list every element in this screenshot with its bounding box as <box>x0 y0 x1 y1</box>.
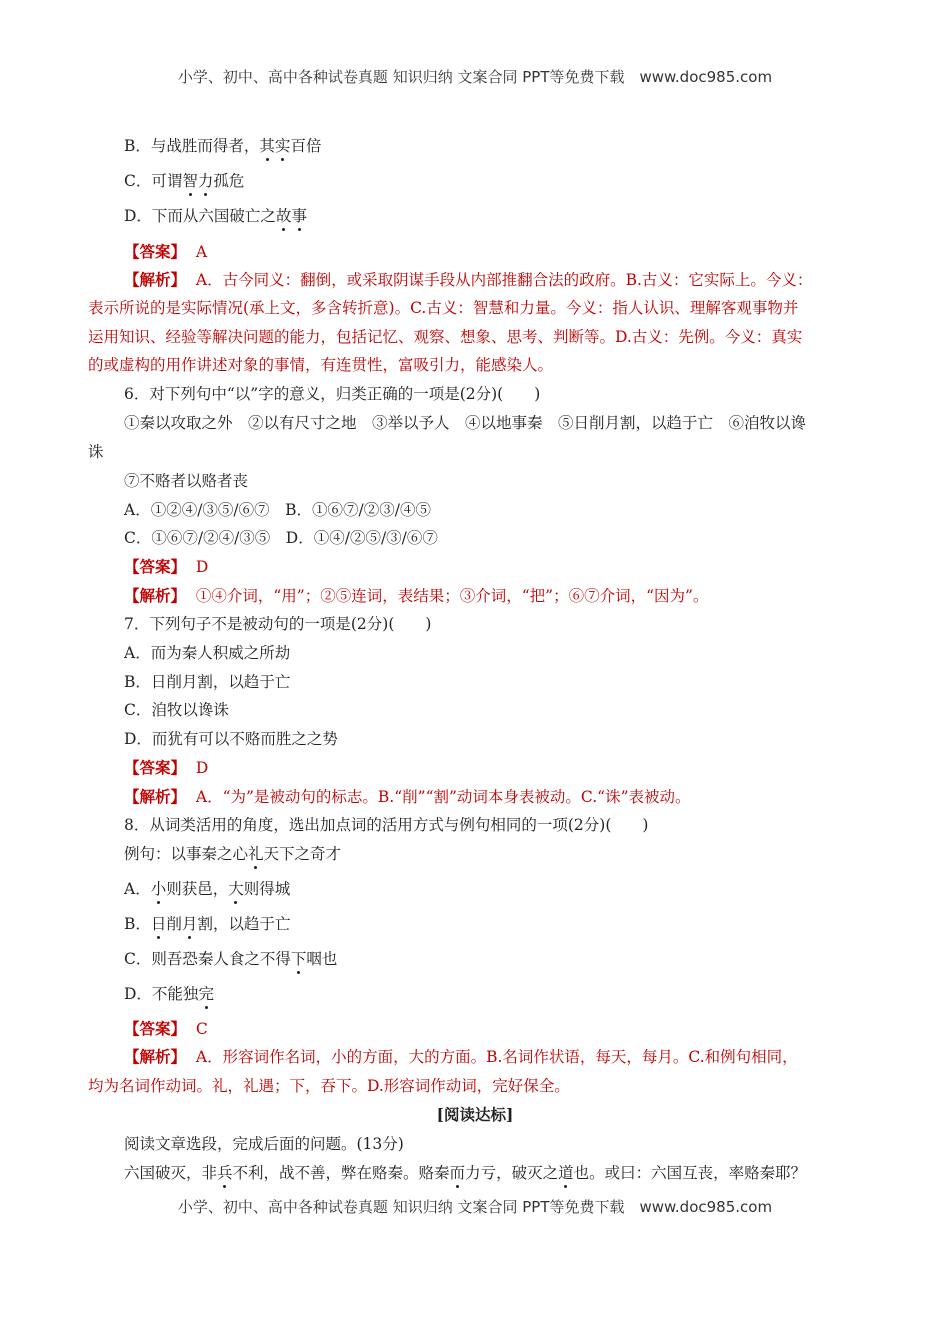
dotted-word: 下 <box>290 950 307 968</box>
q7-option-b: B．日削月割，以趋于亡 <box>124 673 291 691</box>
dotted-word: 智 <box>182 172 198 190</box>
q7-answer: 【答案】 D <box>124 758 209 777</box>
section-title: [阅读达标] <box>436 1105 514 1124</box>
q8-answer: 【答案】 C <box>124 1019 208 1038</box>
q5-analysis-line-4: 的或虚构的用作讲述对象的事情，有连贯性，富吸引力，能感染人。 <box>88 356 554 374</box>
q8-analysis-line-2: 均为名词作动词。礼，礼遇；下，吞下。D.形容词作动词，完好保全。 <box>88 1077 570 1095</box>
page-header: 小学、初中、高中各种试卷真题 知识归纳 文案合同 PPT等免费下载 www.doc985.com <box>177 68 773 86</box>
q5-answer: 【答案】 A <box>124 242 208 261</box>
dotted-word: 月 <box>181 915 198 933</box>
dotted-word: 事 <box>291 207 307 225</box>
q7-option-a: A．而为秦人积威之所劫 <box>124 644 291 662</box>
dotted-word: 力 <box>197 172 214 190</box>
reading-passage: 六国破灭，非兵不利，战不善，弊在赂秦。赂秦而力亏，破灭之道也。或曰：六国互丧，率赂秦耶？ <box>124 1164 807 1182</box>
q5-analysis-line-2: 表示所说的是实际情况(承上文，多含转折意)。C.古义：智慧和力量。今义：指人认识、理解客观事物并 <box>88 299 799 317</box>
reading-instruction: 阅读文章选段，完成后面的问题。(13分) <box>124 1135 404 1153</box>
dotted-word: 小 <box>150 880 167 898</box>
q6-answer: 【答案】 D <box>124 557 209 576</box>
q8-option-d: D．不能独完 <box>124 985 214 1003</box>
q5-option-b: B．与战胜而得者，其实百倍 <box>124 137 322 155</box>
dotted-word: 大 <box>228 880 244 898</box>
page-footer: 小学、初中、高中各种试卷真题 知识归纳 文案合同 PPT等免费下载 www.doc985.com <box>177 1198 773 1216</box>
q8-option-c: C．则吾恐秦人食之不得下咽也 <box>124 950 338 968</box>
q5-analysis-line-1: 【解析】 A．古今同义：翻倒，或采取阴谋手段从内部推翻合法的政府。B.古义：它实际上。今义： <box>124 270 813 289</box>
q8-option-a: A．小则获邑，大则得城 <box>124 880 291 898</box>
dotted-word: 道 <box>558 1164 574 1182</box>
q6-options-cd: C．①⑥⑦/②④/③⑤ D．①④/②⑤/③/⑥⑦ <box>124 529 438 547</box>
q6-analysis: 【解析】 ①④介词，“用”；②⑤连词，表结果；③介词，“把”；⑥⑦介词，“因为”。 <box>124 586 709 605</box>
q6-options-ab: A．①②④/③⑤/⑥⑦ B．①⑥⑦/②③/④⑤ <box>124 501 431 519</box>
q6-items-1-wrap: 诛 <box>88 443 104 461</box>
dotted-word: 其 <box>259 137 275 155</box>
q8-example: 例句：以事秦之心礼天下之奇才 <box>124 845 342 863</box>
dotted-word: 而 <box>449 1164 466 1182</box>
q7-analysis: 【解析】 A．“为”是被动句的标志。B.“削”“割”动词本身表被动。C.“诛”表被动。 <box>124 787 691 806</box>
dotted-word: 兵 <box>217 1164 233 1182</box>
q8-stem: 8．从词类活用的角度，选出加点词的活用方式与例句相同的一项(2分)( ) <box>124 816 649 834</box>
q7-option-c: C．洎牧以谗诛 <box>124 701 229 719</box>
dotted-word: 完 <box>198 985 214 1003</box>
q5-option-d: D．下而从六国破亡之故事 <box>124 207 307 225</box>
q6-stem: 6．对下列句中“以”字的意义，归类正确的一项是(2分)( ) <box>124 385 541 403</box>
dotted-word: 实 <box>274 137 291 155</box>
q7-stem: 7．下列句子不是被动句的一项是(2分)( ) <box>124 615 432 633</box>
q5-analysis-line-3: 运用知识、经验等解决问题的能力，包括记忆、观察、想象、思考、判断等。D.古义：先例。今义：真实 <box>88 328 803 346</box>
q7-option-d: D．而犹有可以不赂而胜之之势 <box>124 730 338 748</box>
q8-option-b: B．日削月割，以趋于亡 <box>124 915 291 933</box>
q8-analysis-line-1: 【解析】 A．形容词作名词，小的方面，大的方面。B.名词作状语，每天，每月。C.和例句相同， <box>124 1047 798 1066</box>
q6-items-2: ⑦不赂者以赂者丧 <box>124 472 249 490</box>
dotted-word: 礼 <box>248 845 264 863</box>
dotted-word: 日 <box>150 915 167 933</box>
dotted-word: 故 <box>275 207 292 225</box>
q5-option-c: C．可谓智力孤危 <box>124 172 245 190</box>
q6-items-1: ①秦以攻取之外 ②以有尺寸之地 ③举以予人 ④以地事秦 ⑤日削月割，以趋于亡 ⑥洎牧以谗 <box>124 414 807 432</box>
